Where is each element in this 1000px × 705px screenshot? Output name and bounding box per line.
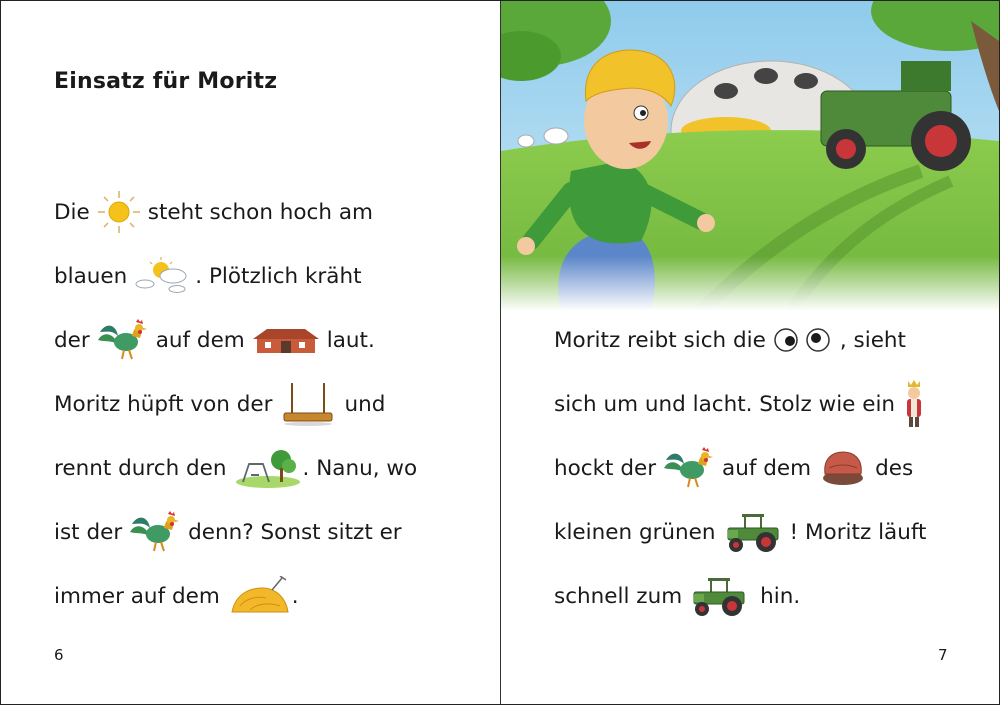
page-number: 6 — [54, 646, 64, 664]
right-page — [501, 1, 999, 704]
story-line: schnell zum hin. — [554, 576, 800, 616]
rooster-icon — [662, 446, 716, 490]
story-line: sich um und lacht. Stolz wie ein — [554, 384, 933, 424]
story-line: hockt der auf dem des — [554, 448, 913, 488]
tractor-icon — [722, 510, 788, 554]
sun-icon — [96, 189, 142, 235]
rooster-icon — [96, 318, 150, 362]
page-number: 7 — [938, 646, 948, 664]
rooster-icon — [128, 510, 182, 554]
story-line: der auf dem laut. — [54, 320, 375, 360]
left-page — [1, 1, 501, 704]
sky-icon — [133, 256, 193, 296]
story-line: Die steht schon hoch am — [54, 192, 373, 232]
boy-running-tractor-illustration — [501, 1, 999, 311]
garden-icon — [235, 448, 301, 488]
story-title: Einsatz für Moritz — [54, 69, 278, 94]
king-icon — [901, 377, 927, 431]
story-line: rennt durch den . Nanu, wo — [54, 448, 417, 488]
story-line: Moritz reibt sich die , sieht — [554, 320, 906, 360]
story-line: ist der denn? Sonst sitzt er — [54, 512, 402, 552]
eyes-icon — [772, 325, 834, 355]
illustration-scene — [501, 1, 999, 311]
tractor-icon — [688, 574, 754, 618]
seat-icon — [817, 448, 869, 488]
story-line: blauen . Plötzlich kräht — [54, 256, 362, 296]
story-line: kleinen grünen ! Moritz läuft — [554, 512, 926, 552]
farmhouse-icon — [251, 325, 321, 355]
story-line: immer auf dem . — [54, 576, 299, 616]
haystack-icon — [228, 576, 290, 616]
story-line: Moritz hüpft von der und — [54, 384, 385, 424]
swing-icon — [278, 381, 338, 427]
